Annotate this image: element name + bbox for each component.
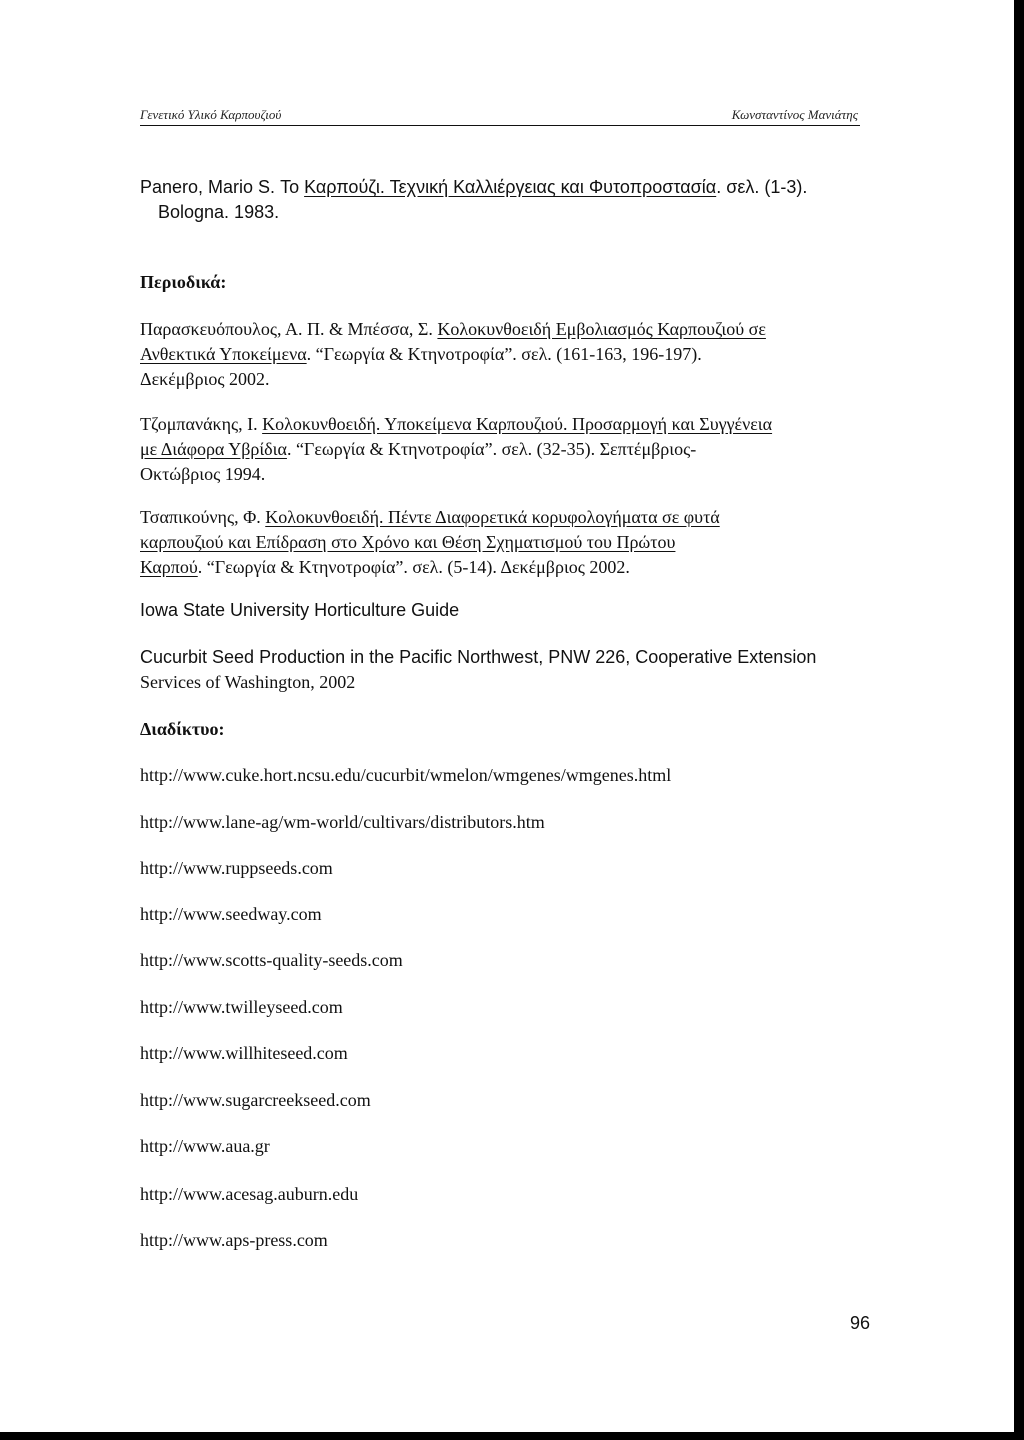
- section-heading-periodicals: Περιοδικά:: [140, 272, 227, 292]
- url-link[interactable]: http://www.willhiteseed.com: [140, 1043, 348, 1063]
- header-rule: [140, 125, 860, 126]
- ref-tsompanakis-line3: Οκτώβριος 1994.: [140, 464, 266, 484]
- ref-paraskevopoulos-line1: Παρασκευόπουλος, Α. Π. & Μπέσσα, Σ. Κολοκυνθοειδή Εμβολιασμός Καρπουζιού σε: [140, 319, 766, 339]
- running-header-author: Κωνσταντίνος Μανιάτης: [731, 107, 858, 122]
- url-link[interactable]: http://www.twilleyseed.com: [140, 997, 343, 1017]
- section-heading-internet: Διαδίκτυο:: [140, 719, 225, 739]
- url-link[interactable]: http://www.sugarcreekseed.com: [140, 1090, 371, 1110]
- ref-tsompanakis-line1: Τζομπανάκης, Ι. Κολοκυνθοειδή. Υποκείμενα Καρπουζιού. Προσαρμογή και Συγγένεια: [140, 414, 773, 434]
- url-link[interactable]: http://www.aps-press.com: [140, 1230, 328, 1250]
- ref-tsapikounis-line1: Τσαπικούνης, Φ. Κολοκυνθοειδή. Πέντε Διαφορετικά κορυφολογήματα σε φυτά: [140, 507, 720, 527]
- ref-paraskevopoulos-line3: Δεκέμβριος 2002.: [140, 369, 270, 389]
- ref-tsapikounis-line2: καρπουζιού και Επίδραση στο Χρόνο και Θέση Σχηματισμού του Πρώτου: [140, 532, 676, 552]
- url-link[interactable]: http://www.cuke.hort.ncsu.edu/cucurbit/wmelon/wmgenes/wmgenes.html: [140, 765, 672, 785]
- running-header-title: Γενετικό Υλικό Καρπουζιού: [140, 107, 282, 122]
- page-number: 96: [849, 1313, 870, 1333]
- ref-tsompanakis-line2: με Διάφορα Υβρίδια. “Γεωργία & Κτηνοτροφία”. σελ. (32-35). Σεπτέμβριος-: [140, 439, 697, 459]
- ref-iowa: Iowa State University Horticulture Guide: [140, 600, 460, 620]
- url-link[interactable]: http://www.scotts-quality-seeds.com: [140, 950, 403, 970]
- ref-panero-line1: Panero, Mario S. Το Καρπούζι. Τεχνική Καλλιέργειας και Φυτοπροστασία. σελ. (1-3).: [140, 177, 808, 197]
- ref-cucurbit-line1: Cucurbit Seed Production in the Pacific Northwest, PNW 226, Cooperative Extension: [140, 647, 817, 667]
- url-link[interactable]: http://www.acesag.auburn.edu: [140, 1184, 359, 1204]
- url-link[interactable]: http://www.aua.gr: [140, 1136, 270, 1156]
- ref-cucurbit-line2: Services of Washington, 2002: [140, 672, 356, 692]
- url-link[interactable]: http://www.ruppseeds.com: [140, 858, 333, 878]
- ref-tsapikounis-line3: Καρπού. “Γεωργία & Κτηνοτροφία”. σελ. (5-14). Δεκέμβριος 2002.: [140, 557, 630, 577]
- url-link[interactable]: http://www.seedway.com: [140, 904, 322, 924]
- url-link[interactable]: http://www.lane-ag/wm-world/cultivars/distributors.htm: [140, 812, 545, 832]
- ref-panero-line2: Bologna. 1983.: [158, 202, 280, 222]
- ref-paraskevopoulos-line2: Ανθεκτικά Υποκείμενα. “Γεωργία & Κτηνοτροφία”. σελ. (161-163, 196-197).: [140, 344, 702, 364]
